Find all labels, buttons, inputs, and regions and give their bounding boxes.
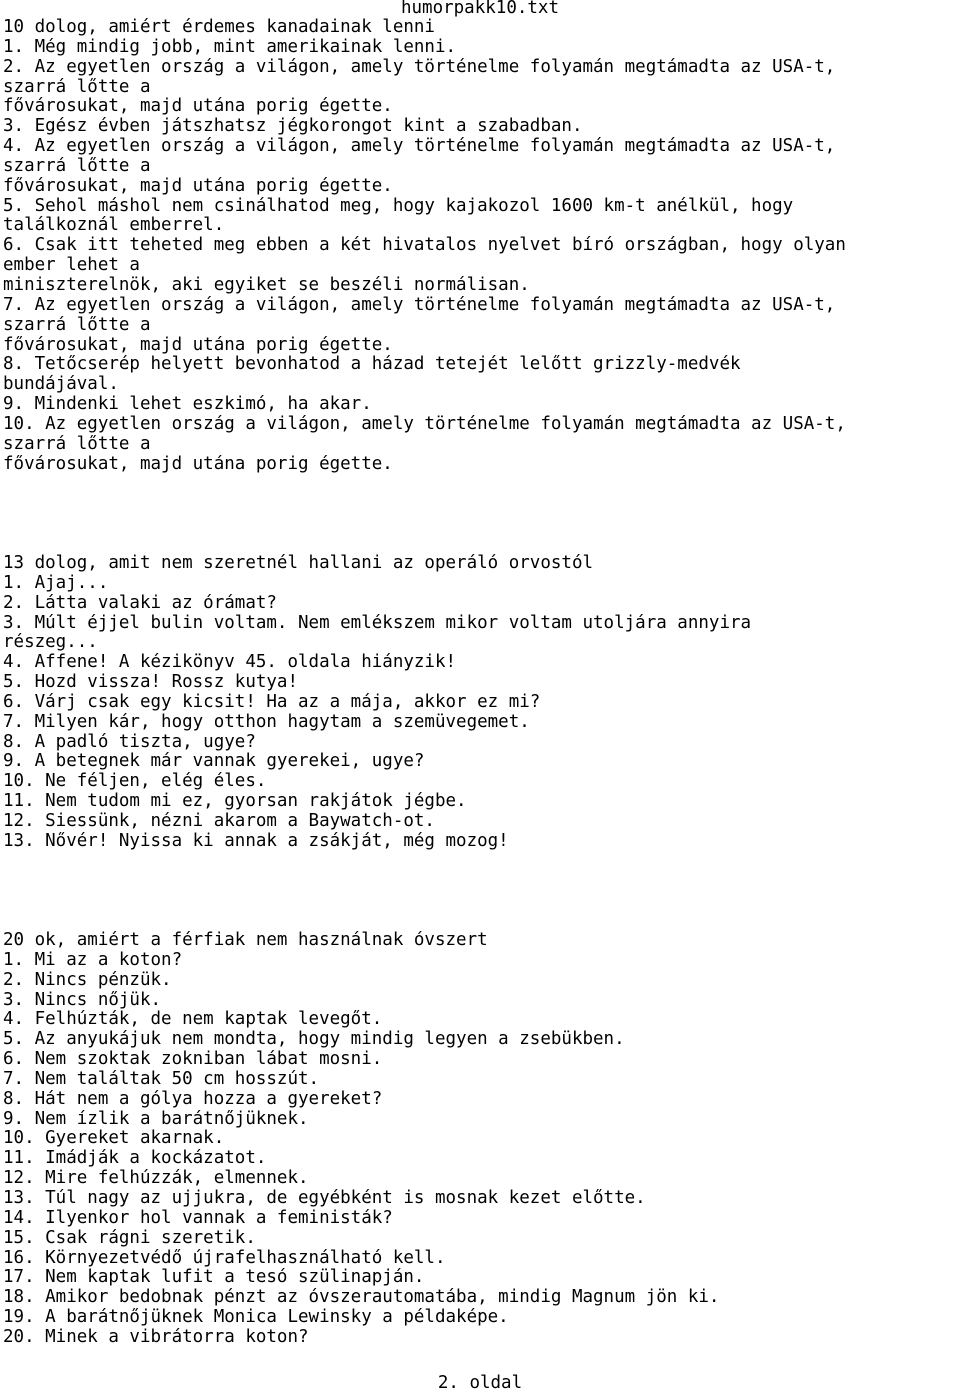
text-line: 11. Imádják a kockázatot. (3, 1149, 267, 1169)
text-line: 6. Nem szoktak zokniban lábat mosni. (3, 1050, 383, 1070)
text-line: szarrá lőtte a (3, 156, 151, 176)
page-number: 2. oldal (437, 1373, 523, 1393)
text-line: 3. Nincs nőjük. (3, 990, 162, 1010)
text-line: 3. Egész évben játszhatsz jégkorongot kint a szabadban. (3, 117, 583, 137)
section-heading: 13 dolog, amit nem szeretnél hallani az operáló orvostól (3, 554, 594, 573)
text-line: 9. Mindenki lehet eszkimó, ha akar. (3, 395, 372, 415)
text-line: 17. Nem kaptak lufit a tesó szülinapján. (3, 1268, 425, 1288)
section-condom (3, 931, 958, 1348)
text-line: 2. Az egyetlen ország a világon, amely történelme folyamán megtámadta az USA-t, (3, 57, 836, 77)
text-line: 5. Az anyukájuk nem mondta, hogy mindig legyen a zsebükben. (3, 1030, 625, 1050)
text-line: fővárosukat, majd utána porig égette. (3, 454, 393, 474)
text-line: 18. Amikor bedobnak pénzt az óvszerautomatába, mindig Magnum jön ki. (3, 1288, 720, 1308)
text-line: 15. Csak rágni szeretik. (3, 1228, 256, 1248)
text-line: szarrá lőtte a (3, 315, 151, 335)
text-line: 6. Várj csak egy kicsit! Ha az a mája, akkor ez mi? (3, 692, 541, 712)
section-canadians (3, 18, 958, 474)
text-line: 4. Az egyetlen ország a világon, amely történelme folyamán megtámadta az USA-t, (3, 137, 836, 157)
text-line: 8. A padló tiszta, ugye? (3, 732, 256, 752)
text-line: 14. Ilyenkor hol vannak a feministák? (3, 1208, 393, 1228)
section-heading: 20 ok, amiért a férfiak nem használnak óvszert (3, 931, 488, 950)
text-line: bundájával. (3, 375, 119, 395)
text-line: ember lehet a (3, 256, 140, 276)
text-line: miniszterelnök, aki egyiket se beszéli normálisan. (3, 275, 530, 295)
text-line: 8. Tetőcserép helyett bevonhatod a házad tetejét lelőtt grizzly-medvék (3, 355, 741, 375)
text-line: 13. Nővér! Nyissa ki annak a zsákját, még mozog! (3, 831, 509, 851)
text-line: 5. Sehol máshol nem csinálhatod meg, hogy kajakozol 1600 km-t anélkül, hogy (3, 196, 794, 216)
text-line: 20. Minek a vibrátorra koton? (3, 1327, 309, 1347)
text-line: fővárosukat, majd utána porig égette. (3, 335, 393, 355)
text-line: 7. Nem találtak 50 cm hosszút. (3, 1069, 320, 1089)
section-heading: 10 dolog, amiért érdemes kanadainak lenni (3, 18, 435, 37)
text-line: fővárosukat, majd utána porig égette. (3, 176, 393, 196)
text-line: 3. Múlt éjjel bulin voltam. Nem emlékszem mikor voltam utoljára annyira (3, 613, 752, 633)
text-line: 1. Mi az a koton? (3, 950, 183, 970)
text-line: 4. Affene! A kézikönyv 45. oldala hiányzik! (3, 653, 457, 673)
text-line: 12. Siessünk, nézni akarom a Baywatch-ot. (3, 811, 435, 831)
text-line: szarrá lőtte a (3, 434, 151, 454)
text-line: 11. Nem tudom mi ez, gyorsan rakjátok jégbe. (3, 792, 467, 812)
text-line: 10. Az egyetlen ország a világon, amely történelme folyamán megtámadta az USA-t, (3, 414, 846, 434)
text-line: 5. Hozd vissza! Rossz kutya! (3, 673, 299, 693)
text-line: 1. Ajaj... (3, 573, 109, 593)
text-line: 4. Felhúzták, de nem kaptak levegőt. (3, 1010, 383, 1030)
file-title: humorpakk10.txt (400, 0, 560, 18)
text-line: 2. Látta valaki az órámat? (3, 593, 277, 613)
text-line: 9. A betegnek már vannak gyerekei, ugye? (3, 752, 425, 772)
text-line: szarrá lőtte a (3, 77, 151, 97)
text-line: részeg... (3, 633, 98, 653)
text-line: 10. Ne féljen, elég éles. (3, 772, 267, 792)
text-line: 13. Túl nagy az ujjukra, de egyébként is mosnak kezet előtte. (3, 1188, 646, 1208)
text-line: 7. Az egyetlen ország a világon, amely történelme folyamán megtámadta az USA-t, (3, 295, 836, 315)
text-line: 8. Hát nem a gólya hozza a gyereket? (3, 1089, 383, 1109)
text-line: 7. Milyen kár, hogy otthon hagytam a szemüvegemet. (3, 712, 530, 732)
text-line: 9. Nem ízlik a barátnőjüknek. (3, 1109, 309, 1129)
text-line: 19. A barátnőjüknek Monica Lewinsky a példaképe. (3, 1308, 509, 1328)
text-line: találkoznál emberrel. (3, 216, 225, 236)
text-line: 6. Csak itt teheted meg ebben a két hivatalos nyelvet bíró országban, hogy olyan (3, 236, 846, 256)
text-line: fővárosukat, majd utána porig égette. (3, 97, 393, 117)
text-line: 1. Még mindig jobb, mint amerikainak lenni. (3, 37, 457, 57)
section-surgeon (3, 554, 958, 852)
text-line: 12. Mire felhúzzák, elmennek. (3, 1169, 309, 1189)
text-line: 2. Nincs pénzük. (3, 970, 172, 990)
text-line: 16. Környezetvédő újrafelhasználható kell. (3, 1248, 446, 1268)
text-line: 10. Gyereket akarnak. (3, 1129, 225, 1149)
